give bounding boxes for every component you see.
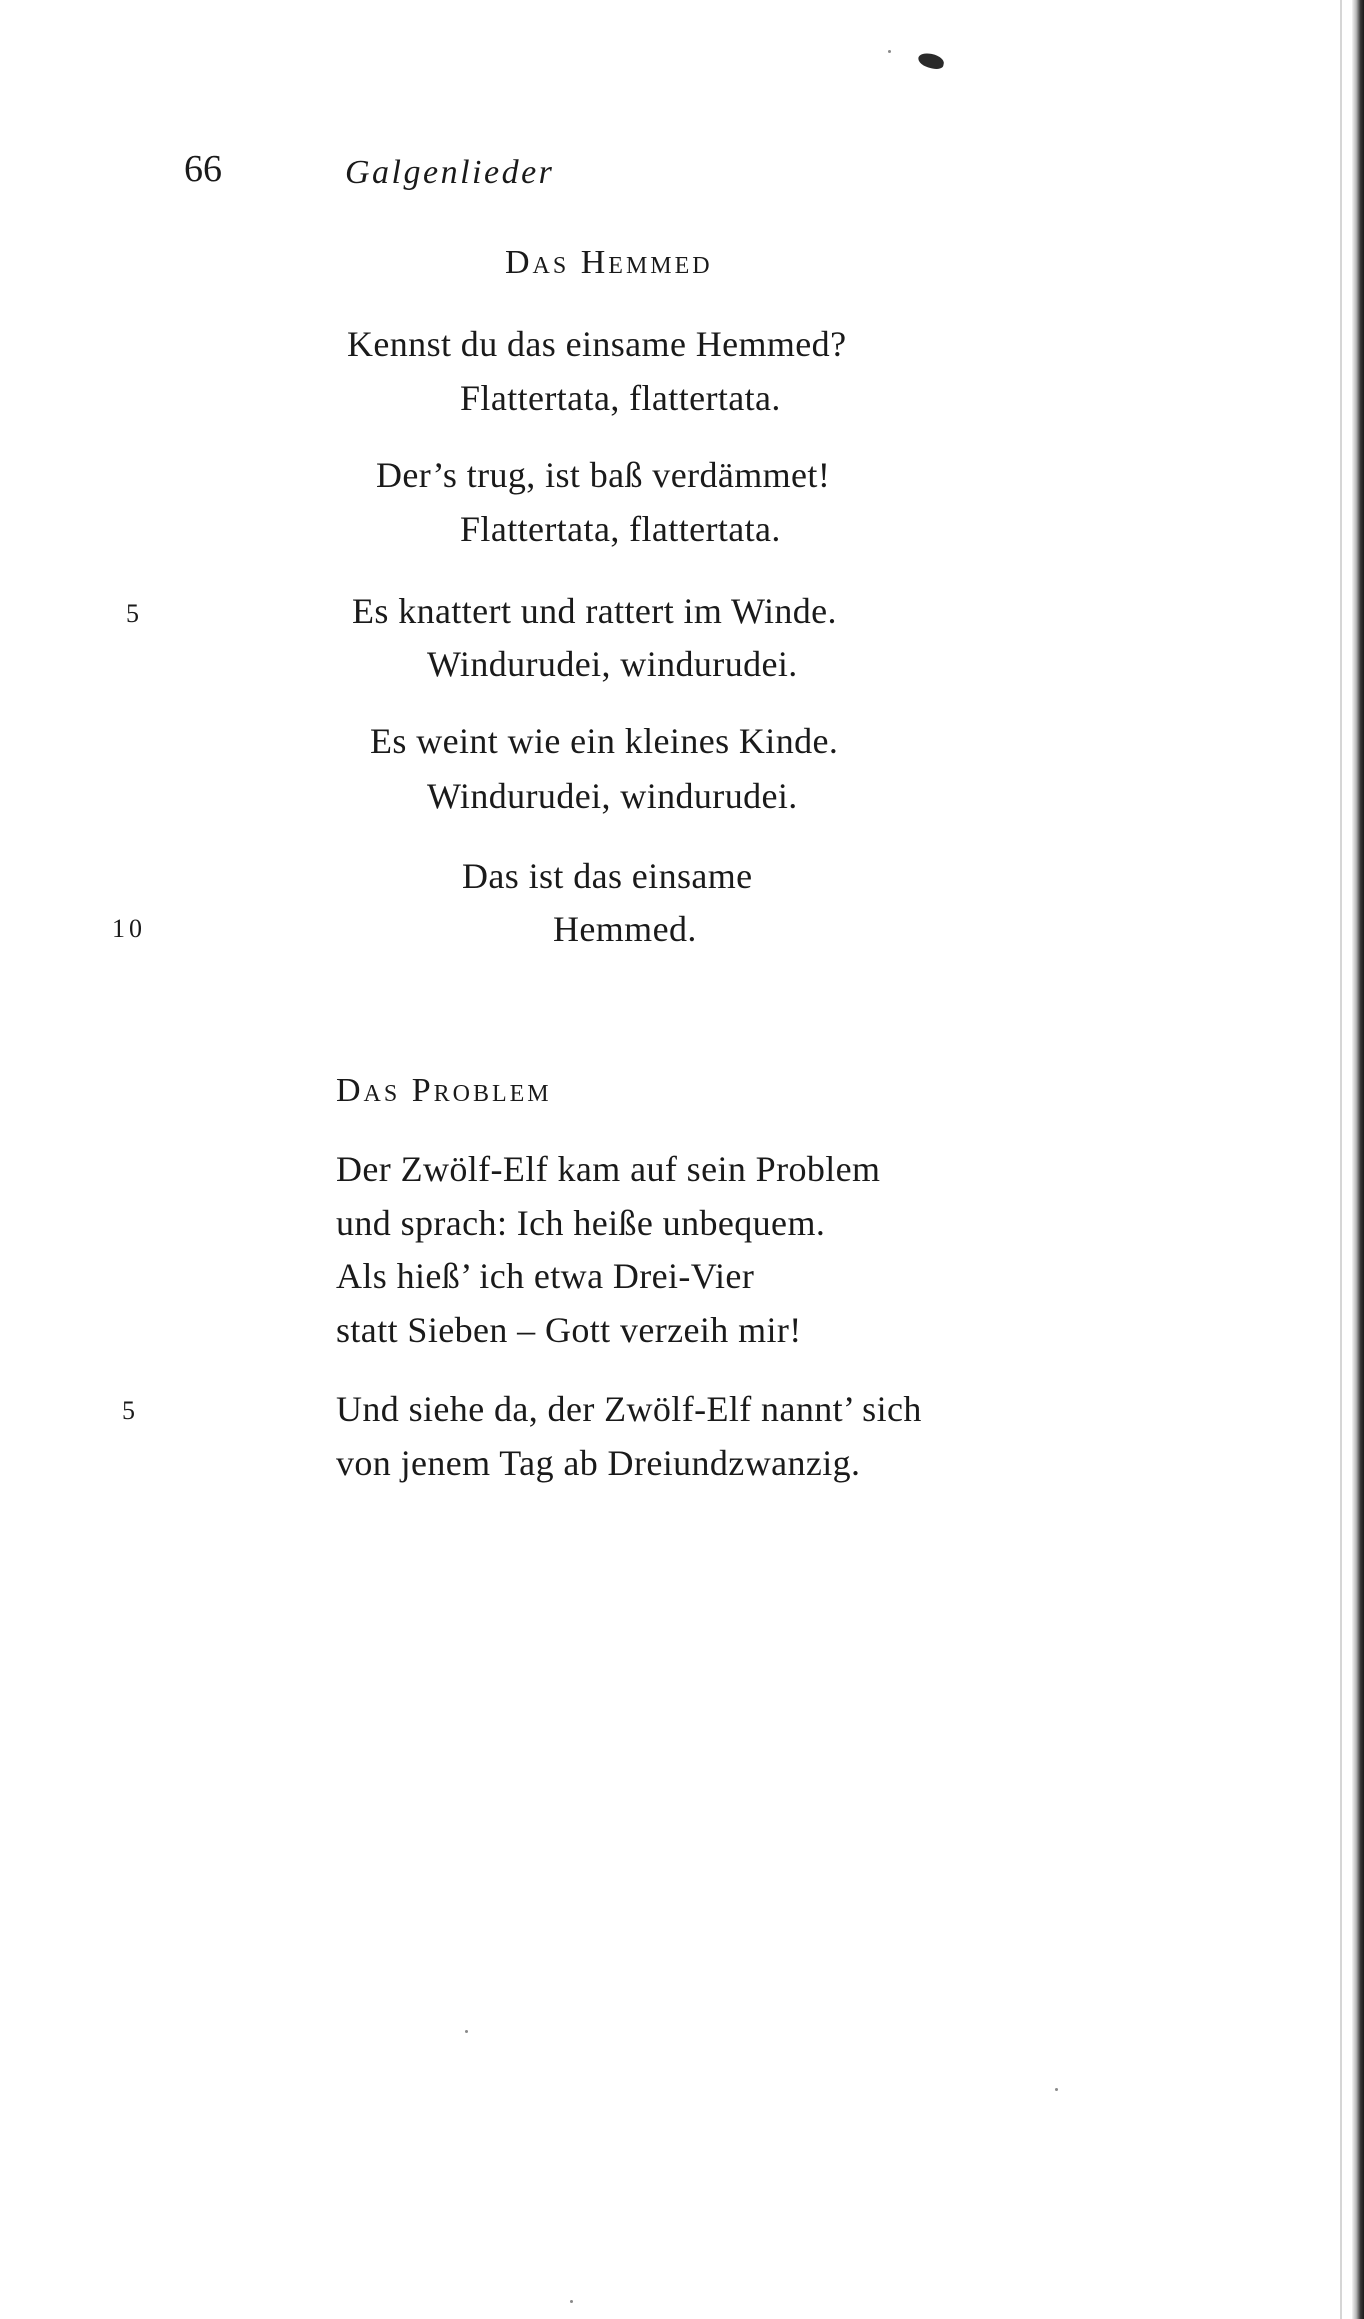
verse-line: Das ist das einsame — [462, 856, 753, 896]
verse-line: Flattertata, flattertata. — [460, 509, 781, 549]
page-number: 66 — [184, 148, 222, 190]
verse-line: und sprach: Ich heiße unbequem. — [336, 1203, 826, 1243]
line-number: 5 — [126, 599, 143, 628]
verse-line: Flattertata, flattertata. — [460, 378, 781, 418]
verse-line: Der’s trug, ist baß verdämmet! — [376, 455, 831, 495]
verse-line: Der Zwölf-Elf kam auf sein Problem — [336, 1149, 881, 1189]
running-title: Galgenlieder — [345, 154, 555, 191]
verse-line: Kennst du das einsame Hemmed? — [347, 324, 847, 364]
book-spine-edge — [1352, 0, 1364, 2319]
line-number: 10 — [112, 914, 146, 943]
poem-title-hemmed: Das Hemmed — [505, 244, 713, 281]
verse-line: Hemmed. — [553, 909, 697, 949]
verse-line: von jenem Tag ab Dreiundzwanzig. — [336, 1443, 861, 1483]
verse-line: statt Sieben – Gott verzeih mir! — [336, 1310, 802, 1350]
verse-line: Als hieß’ ich etwa Drei-Vier — [336, 1256, 755, 1296]
poem-title-problem: Das Problem — [336, 1072, 552, 1109]
dust-speck — [570, 2300, 573, 2303]
verse-line: Es weint wie ein kleines Kinde. — [370, 721, 839, 761]
page-edge-shadow — [1340, 0, 1342, 2319]
dust-speck — [465, 2030, 468, 2033]
verse-line: Windurudei, windurudei. — [427, 644, 798, 684]
dust-speck — [888, 50, 891, 53]
verse-line: Windurudei, windurudei. — [427, 776, 798, 816]
verse-line: Und siehe da, der Zwölf-Elf nannt’ sich — [336, 1389, 922, 1429]
dust-speck — [1055, 2088, 1058, 2091]
verse-line: Es knattert und rattert im Winde. — [352, 591, 837, 631]
ink-speck — [917, 51, 945, 70]
line-number: 5 — [122, 1396, 139, 1425]
